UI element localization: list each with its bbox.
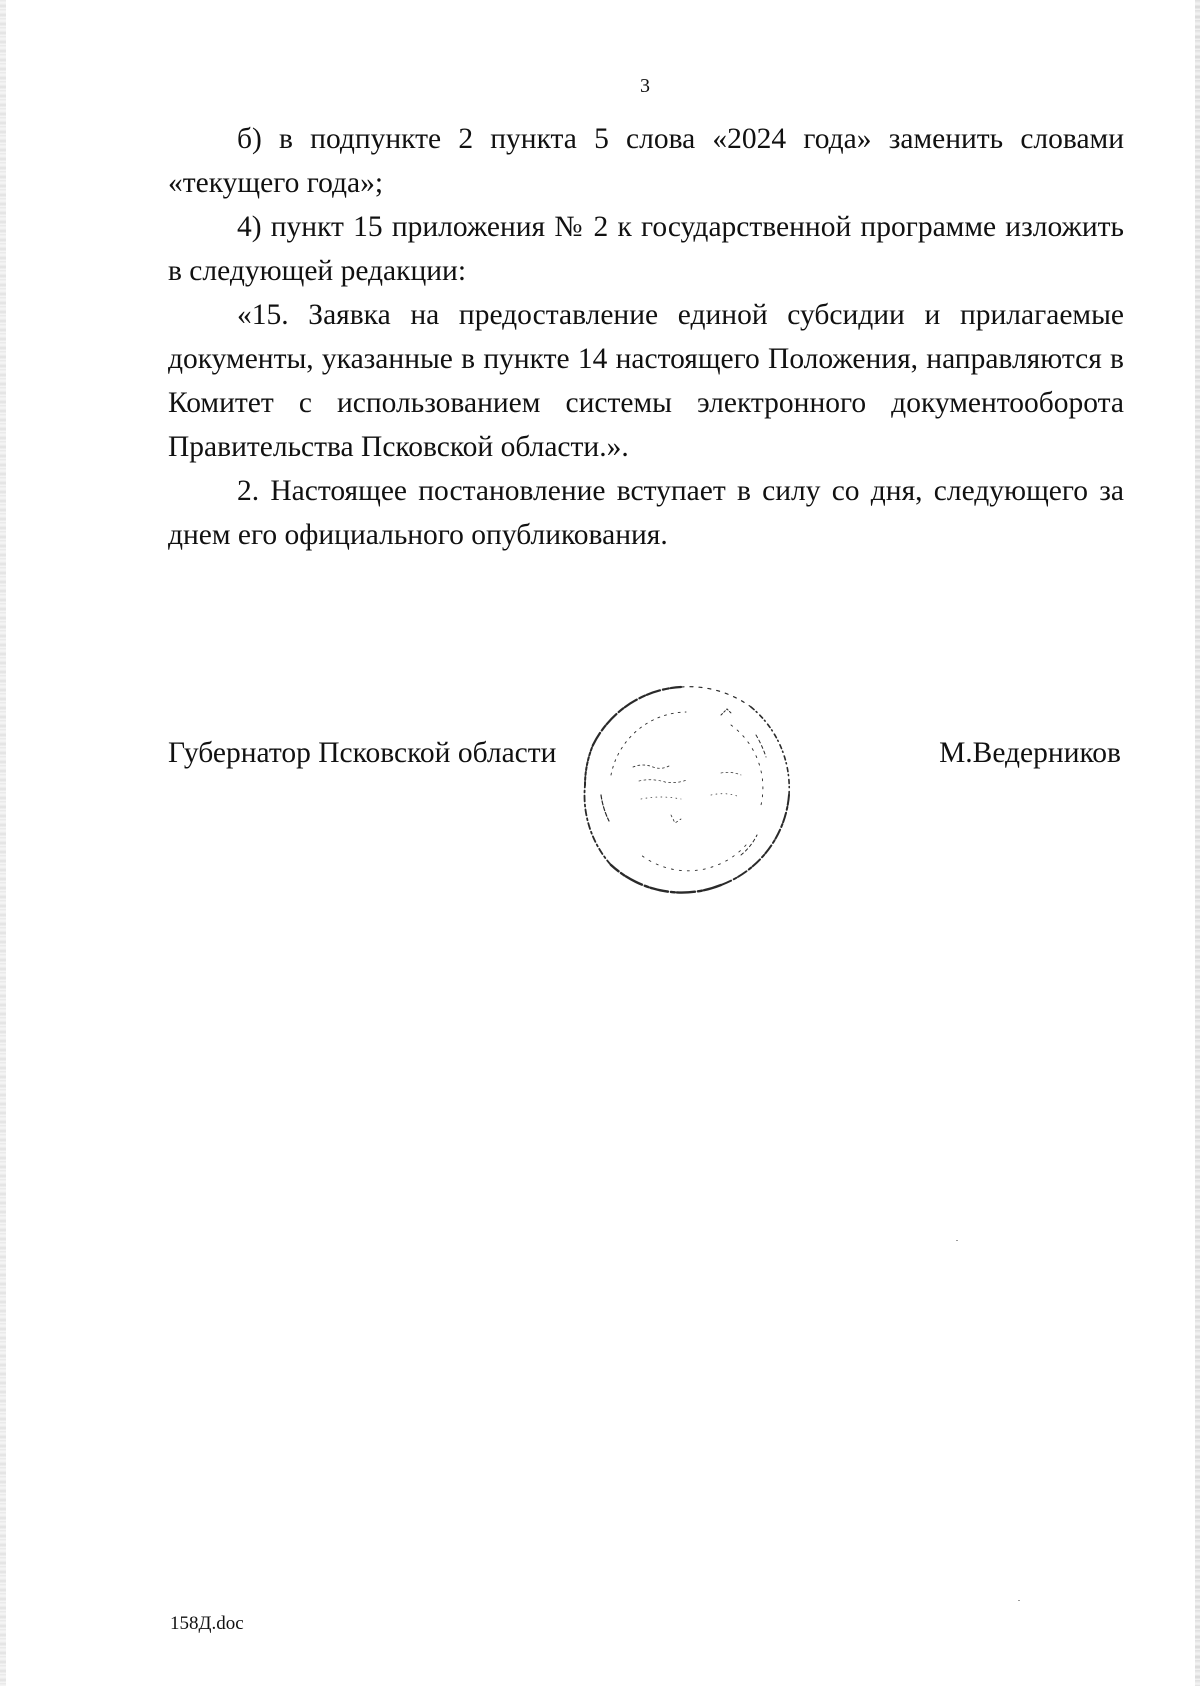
scan-speck <box>956 1240 958 1241</box>
paragraph-amendment-4: 4) пункт 15 приложения № 2 к государственной программе изложить в следующей редакции: <box>168 210 1124 287</box>
page-number: 3 <box>640 75 650 97</box>
official-seal-stamp <box>571 675 801 905</box>
signatory-title: Губернатор Псковской области <box>168 737 557 769</box>
document-body <box>168 117 1124 557</box>
paragraph-amendment-b: б) в подпункте 2 пункта 5 слова «2024 года» заменить словами «текущего года»; <box>168 122 1124 199</box>
scan-speck <box>1018 1600 1020 1601</box>
scan-edge-right <box>1195 0 1200 1686</box>
footer-filename: 158Д.doc <box>170 1613 244 1634</box>
paragraph-item-15: «15. Заявка на предоставление единой субсидии и прилагаемые документы, указанные в пункте 14 настоящего Положения, направляются в Комитет с использованием системы электронного документооборота Правительства Псковской области.». <box>168 298 1124 463</box>
paragraph-effective-date: 2. Настоящее постановление вступает в силу со дня, следующего за днем его официального опубликования. <box>168 474 1124 551</box>
signatory-name: М.Ведерников <box>939 737 1121 769</box>
scan-edge-left <box>0 0 6 1686</box>
